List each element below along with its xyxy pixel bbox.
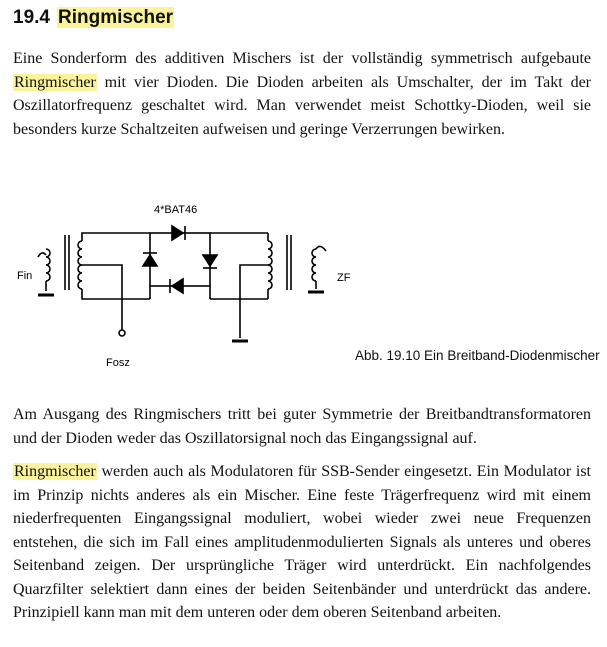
oscillator-label: Fosz <box>106 357 130 369</box>
input-label: Fin <box>17 270 33 282</box>
modulator-text: werden auch als Modulatoren für SSB-Sender eingesetzt. Ein Modulator ist im Prinzip nichts anderes als ein Mischer. Eine feste Trägerfrequenz wird mit einem niederfrequenten Eingangssignal moduliert, wobei wieder zwei neue Frequenzen entstehen, die sich im Fall eines amplitudenmodulierten Signals als unteres und oberes Seitenband zeigen. Der ursprüngliche Träger wird unterdrückt. Ein nachfolgendes Quarzfilter selektiert dann eines der beiden Seitenbänder und unterdrückt das andere. Prinzipiell kann man mit dem unteren oder dem oberen Seitenband arbeiten. <box>13 463 591 621</box>
input-center-tap <box>82 265 122 330</box>
intro-text-end: mit vier Dioden. Die Dioden arbeiten als Umschalter, der im Takt der Oszillatorfrequenz geschaltet wird. Man verwendet meist Schottky-Dioden, weil sie besonders kurze Schaltzeiten aufweisen und geringe Verzerrungen bewirken. <box>13 73 591 138</box>
diode-left <box>143 253 157 266</box>
input-secondary-coil-upper <box>78 241 82 265</box>
diode-bottom <box>170 279 183 293</box>
output-label: ZF <box>337 272 351 284</box>
output-coil <box>312 249 316 281</box>
input-wire <box>38 253 46 257</box>
highlighted-term: Ringmischer <box>14 463 96 480</box>
modulator-paragraph <box>13 460 591 625</box>
output-primary-coil-upper <box>268 241 272 265</box>
input-coil <box>46 249 50 281</box>
figure-caption: Abb. 19.10 Ein Breitband-Diodenmischer <box>355 348 600 363</box>
section-title: Ringmischer <box>57 7 174 28</box>
output-primary-coil-lower <box>268 265 272 289</box>
diode-top <box>172 226 185 240</box>
diode-ring <box>150 233 210 286</box>
output-wire <box>316 246 326 251</box>
intro-text-start: Eine Sonderform des additiven Mischers ist der vollständig symmetrisch aufgebaute <box>13 50 591 67</box>
output-paragraph: Am Ausgang des Ringmischers tritt bei guter Symmetrie der Breitbandtransformatoren und der Dioden weder das Oszillatorsignal noch das Eingangssignal auf. <box>13 406 591 447</box>
input-secondary-coil-lower <box>78 265 82 289</box>
section-heading <box>13 6 174 30</box>
output-center-tap <box>240 265 268 338</box>
diode-right <box>203 255 217 268</box>
highlighted-term: Ringmischer <box>14 73 96 91</box>
diode-label: 4*BAT46 <box>154 204 198 216</box>
intro-paragraph <box>13 47 591 141</box>
section-number: 19.4 <box>13 7 50 28</box>
oscillator-terminal <box>119 330 125 336</box>
